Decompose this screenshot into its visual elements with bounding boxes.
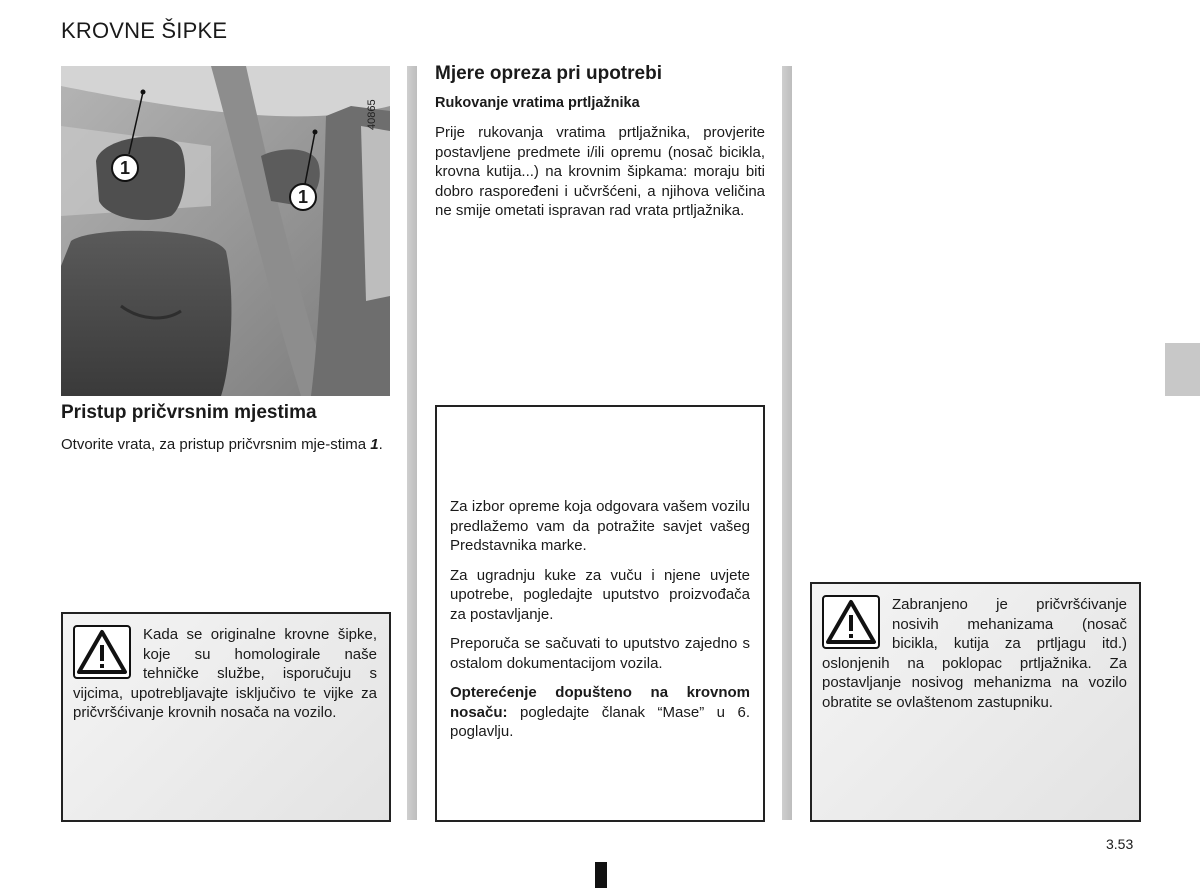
left-heading: Pristup pričvrsnim mjestima xyxy=(61,402,317,423)
callout-1-left: 1 xyxy=(111,154,139,182)
middle-subheading: Rukovanje vratima prtljažnika xyxy=(435,95,640,111)
column-divider-2 xyxy=(782,66,792,820)
middle-heading: Mjere opreza pri upotrebi xyxy=(435,63,662,84)
middle-box-paragraph-3: Preporuča se sačuvati to uputstvo zajedno s ostalom dokumentacijom vozila. xyxy=(450,635,750,672)
right-warning-text: Zabranjeno je pričvršćivanje nosivih mehanizama (nosač bicikla, kutija za prtljagu itd.) oslonjenih na poklopac prtljažnika. Za postavljanje nosivog mehanizma na vozilo obratite se ovlaštenom zastupniku. xyxy=(822,596,1127,711)
column-divider-1 xyxy=(407,66,417,820)
car-interior-illustration xyxy=(61,66,390,396)
page-number: 3.53 xyxy=(1106,836,1134,852)
middle-box-paragraph-2: Za ugradnju kuke za vuču i njene uvjete upotrebe, pogledajte uputstvo proizvođača za postavljanje. xyxy=(450,566,750,623)
left-paragraph xyxy=(61,435,390,455)
left-warning-text: Kada se originalne krovne šipke, koje su homologirale naše tehničke službe, isporučuju s vijcima, upotrebljavajte isključivo te vijke za pričvršćivanje krovnih nosača na vozilo. xyxy=(73,626,377,721)
image-code: 40865 xyxy=(366,99,378,130)
page-title: KROVNE ŠIPKE xyxy=(61,18,228,43)
left-text-ref: 1 xyxy=(370,436,379,453)
callout-1-right: 1 xyxy=(289,183,317,211)
middle-paragraph: Prije rukovanja vratima prtljažnika, provjerite postavljene predmete i/ili opremu (nosač bicikla, krovna kutija...) na krovnim šipkama: moraju biti dobro raspoređeni i učvršćeni, a njihova veličina ne smije ometati ispravan rad vrata prtljažnika. xyxy=(435,124,765,219)
car-interior-photo xyxy=(61,66,390,396)
middle-box-paragraph-4-bold: Opterećenje dopušteno na krovnom nosaču: xyxy=(450,684,750,721)
warning-triangle-icon xyxy=(822,595,880,649)
middle-box-paragraph-4-rest: pogledajte članak “Mase” u 6. poglavlju. xyxy=(450,703,750,740)
warning-triangle-icon xyxy=(73,625,131,679)
chapter-tab-marker xyxy=(1165,343,1200,396)
middle-box-paragraph-4 xyxy=(450,683,750,742)
page-edge-mark xyxy=(595,862,607,888)
left-text-after: . xyxy=(378,436,383,453)
left-text-before: Otvorite vrata, za pristup pričvrsnim mje-stima xyxy=(61,436,371,453)
left-warning-box xyxy=(61,612,391,822)
middle-info-box xyxy=(435,405,765,822)
right-warning-box xyxy=(810,582,1141,822)
middle-box-paragraph-1: Za izbor opreme koja odgovara vašem vozilu predlažemo vam da potražite savjet vašeg Predstavnika marke. xyxy=(450,498,750,554)
